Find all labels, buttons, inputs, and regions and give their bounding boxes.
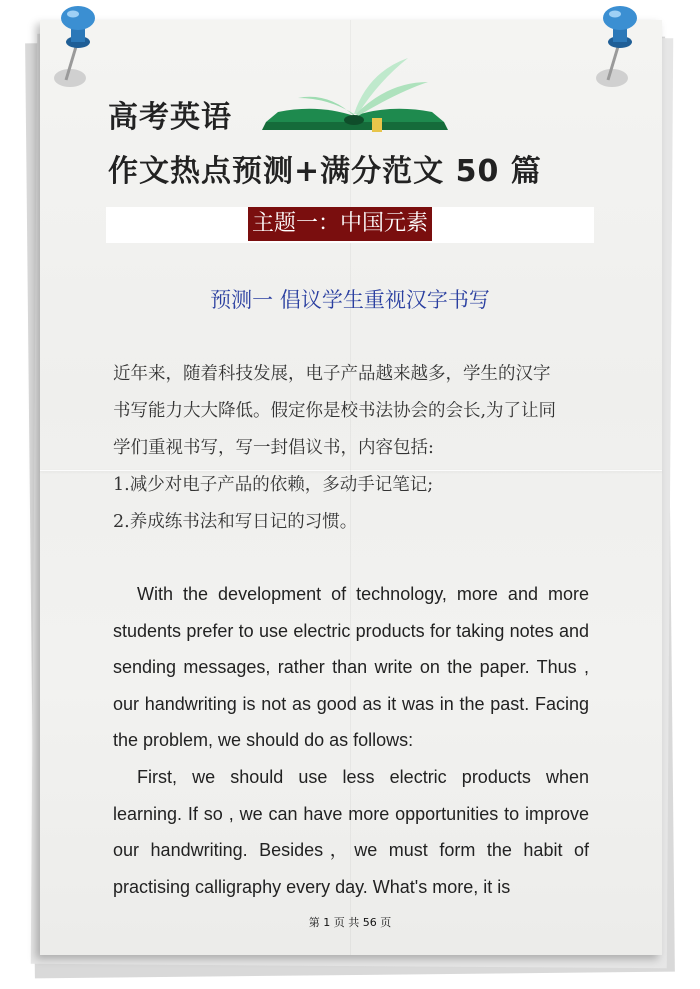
theme-label: 主题一：中国元素 xyxy=(248,207,432,241)
open-book-icon xyxy=(258,52,450,134)
push-pin-icon xyxy=(590,0,650,100)
prompt-line: 2.养成练书法和写日记的习惯。 xyxy=(113,512,358,532)
prompt-line: 近年来，随着科技发展，电子产品越来越多，学生的汉字 xyxy=(113,364,551,384)
sample-essay xyxy=(113,576,589,905)
writing-prompt xyxy=(113,356,593,541)
essay-paragraph: With the development of technology, more and more students prefer to use electric products for taking notes and sending messages, rather than write on the paper. Thus , our handwriting is not as good as it was in the past. Facing the problem, we should do as follows: xyxy=(113,584,589,751)
prompt-line: 学们重视书写，写一封倡议书，内容包括: xyxy=(113,438,434,458)
section-title: 预测一 倡议学生重视汉字书写 xyxy=(210,288,490,312)
prompt-line: 1.减少对电子产品的依赖，多动手记笔记; xyxy=(113,475,434,495)
page-number: 第 1 页 共 56 页 xyxy=(308,916,392,929)
push-pin-icon xyxy=(48,0,108,100)
essay-paragraph: First, we should use less electric products when learning. If so , we can have more opportunities to improve our handwriting. Besides，we must form the habit of practising calligraphy every day. What's more, it is xyxy=(113,766,589,897)
document-subtitle: 作文热点预测+满分范文 50 篇 xyxy=(108,154,542,189)
prompt-line: 书写能力大大降低。假定你是校书法协会的会长,为了让同 xyxy=(113,401,557,421)
document-title: 高考英语 xyxy=(108,100,232,135)
